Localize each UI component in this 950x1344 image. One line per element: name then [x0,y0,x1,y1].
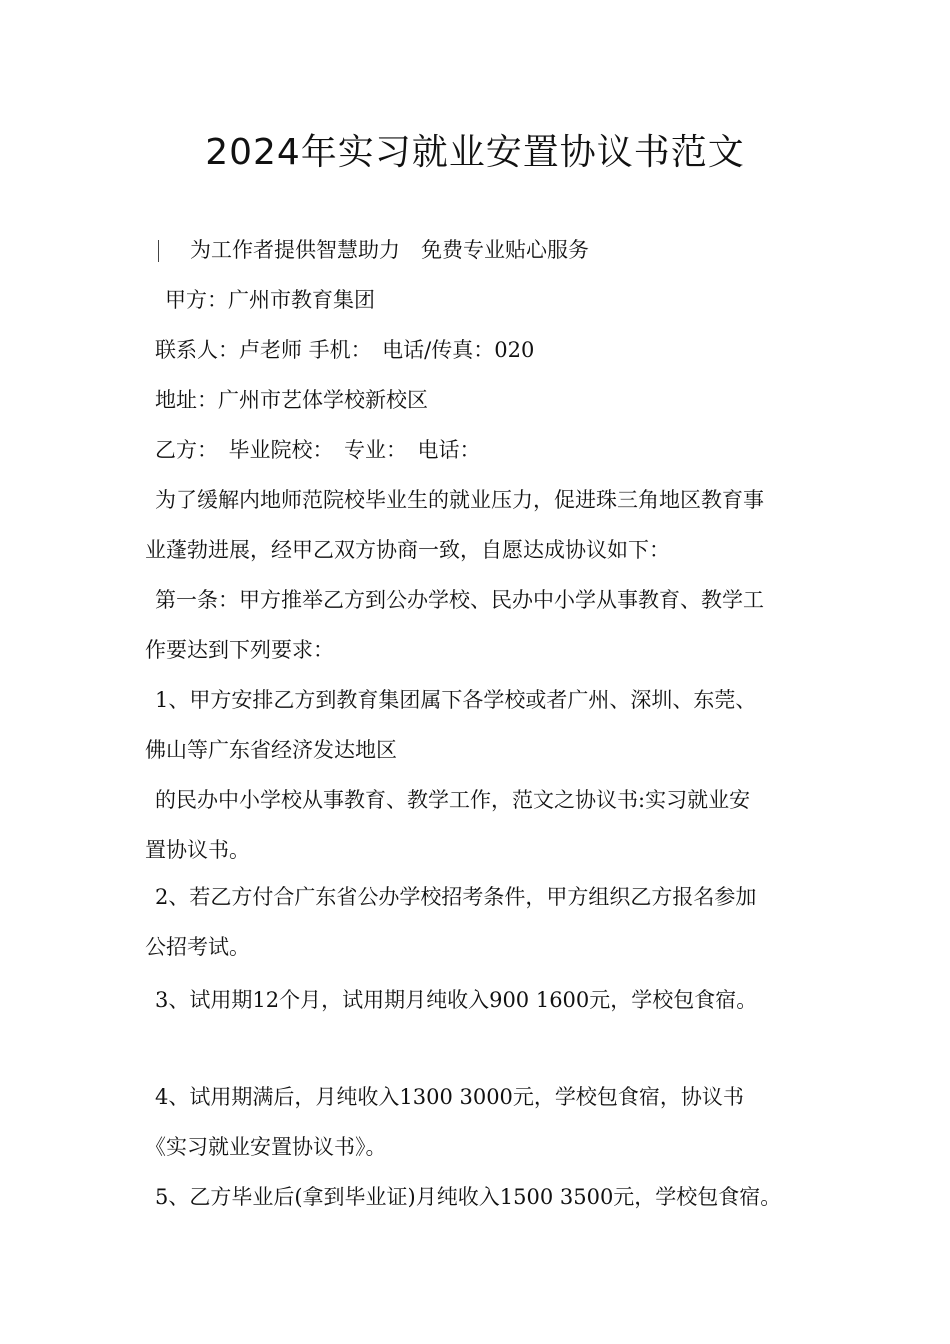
party-b-line: 乙方： 毕业院校： 专业： 电话： [155,438,481,462]
paragraph-line: 2、若乙方付合广东省公办学校招考条件，甲方组织乙方报名参加 [155,885,757,909]
paragraph-line: 3、试用期12个月，试用期月纯收入900 1600元，学校包食宿。 [155,988,758,1012]
party-a-line: 甲方：广州市教育集团 [165,288,375,312]
slogan-line: 为工作者提供智慧助力 免费专业贴心服务 [190,238,589,262]
paragraph-line: 置协议书。 [145,838,250,862]
paragraph-line: 第一条：甲方推举乙方到公办学校、民办中小学从事教育、教学工 [155,588,764,612]
paragraph-line: 《实习就业安置协议书》。 [145,1135,387,1159]
paragraph-line: 业蓬勃进展，经甲乙双方协商一致，自愿达成协议如下： [145,538,670,562]
cursor-bar [158,240,159,262]
address-line: 地址：广州市艺体学校新校区 [155,388,428,412]
document-title: 2024年实习就业安置协议书范文 [205,132,745,173]
paragraph-line: 公招考试。 [145,935,250,959]
paragraph-line: 1、甲方安排乙方到教育集团属下各学校或者广州、深圳、东莞、 [155,688,757,712]
paragraph-line: 佛山等广东省经济发达地区 [145,738,397,762]
paragraph-line: 5、乙方毕业后(拿到毕业证)月纯收入1500 3500元，学校包食宿。 [155,1185,782,1209]
contact-line: 联系人：卢老师 手机： 电话/传真：020 [155,338,535,362]
paragraph-line: 为了缓解内地师范院校毕业生的就业压力，促进珠三角地区教育事 [155,488,764,512]
paragraph-line: 作要达到下列要求： [145,638,334,662]
paragraph-line: 4、试用期满后，月纯收入1300 3000元，学校包食宿，协议书 [155,1085,744,1109]
paragraph-line: 的民办中小学校从事教育、教学工作，范文之协议书:实习就业安 [155,788,751,812]
